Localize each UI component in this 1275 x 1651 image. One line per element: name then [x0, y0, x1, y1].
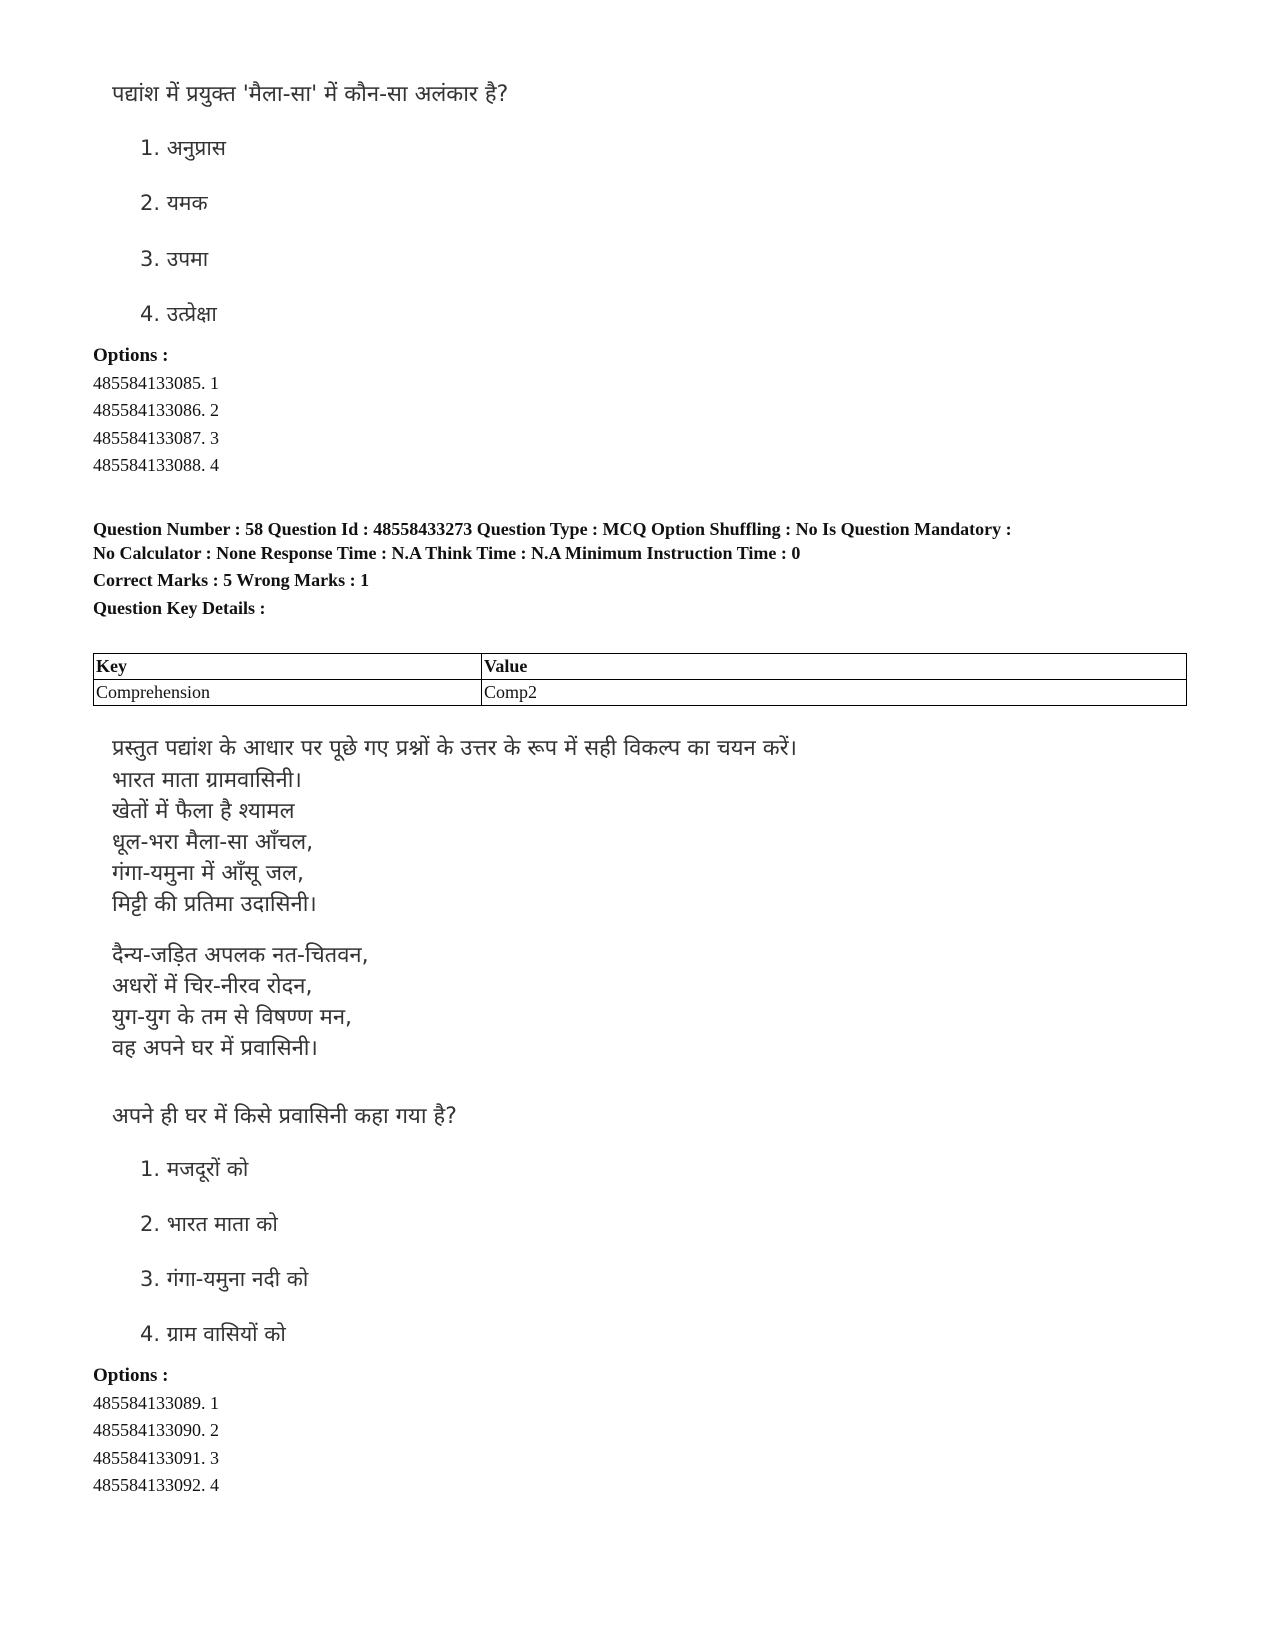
poem-stanza-2	[112, 940, 369, 1064]
question-58-option-id-2: 485584133090. 2	[93, 1420, 219, 1440]
question-58-option-id-4: 485584133092. 4	[93, 1475, 219, 1495]
question-57-choice-4: 4. उत्प्रेक्षा	[140, 302, 217, 326]
question-58-option-id-1: 485584133089. 1	[93, 1393, 219, 1413]
question-58-choice-2: 2. भारत माता को	[140, 1212, 278, 1236]
question-57-option-id-2: 485584133086. 2	[93, 400, 219, 420]
question-57-choice-3: 3. उपमा	[140, 247, 209, 271]
question-58-choice-1: 1. मजदूरों को	[140, 1157, 249, 1181]
question-57-option-id-3: 485584133087. 3	[93, 428, 219, 448]
poem-line: धूल-भरा मैला-सा आँचल,	[112, 830, 314, 855]
question-58-meta-line-2: No Calculator : None Response Time : N.A Think Time : N.A Minimum Instruction Time : 0	[93, 543, 801, 563]
question-58-key-details-label: Question Key Details :	[93, 598, 266, 618]
table-cell-key: Comprehension	[94, 680, 482, 706]
question-58-marks: Correct Marks : 5 Wrong Marks : 1	[93, 570, 370, 590]
table-cell-value: Comp2	[482, 680, 1187, 706]
question-58-options-label: Options :	[93, 1365, 169, 1386]
table-header-key: Key	[94, 654, 482, 680]
table-header-value: Value	[482, 654, 1187, 680]
poem-line: भारत माता ग्रामवासिनी।	[112, 768, 302, 793]
question-57-option-id-1: 485584133085. 1	[93, 373, 219, 393]
table-row	[94, 680, 1187, 706]
poem-line: गंगा-यमुना में आँसू जल,	[112, 861, 304, 886]
question-57-text: पद्यांश में प्रयुक्त 'मैला-सा' में कौन-सा अलंकार है?	[112, 82, 509, 107]
poem-line: युग-युग के तम से विषण्ण मन,	[112, 1005, 353, 1030]
question-58-text: अपने ही घर में किसे प्रवासिनी कहा गया है?	[112, 1104, 457, 1129]
table-header-row	[94, 654, 1187, 680]
poem-line: दैन्य-जड़ित अपलक नत-चितवन,	[112, 943, 369, 968]
question-58-choice-3: 3. गंगा-यमुना नदी को	[140, 1267, 309, 1291]
question-57-options-label: Options :	[93, 345, 169, 366]
poem-line: वह अपने घर में प्रवासिनी।	[112, 1036, 318, 1061]
question-57-choice-1: 1. अनुप्रास	[140, 136, 226, 160]
question-58-metadata	[93, 517, 1213, 565]
passage-instruction: प्रस्तुत पद्यांश के आधार पर पूछे गए प्रश्नों के उत्तर के रूप में सही विकल्प का चयन करें।	[112, 736, 797, 761]
poem-line: खेतों में फैला है श्यामल	[112, 799, 295, 824]
question-58-choice-4: 4. ग्राम वासियों को	[140, 1322, 286, 1346]
question-key-details-table	[93, 653, 1187, 706]
poem-line: मिट्टी की प्रतिमा उदासिनी।	[112, 892, 317, 917]
poem-stanza-1	[112, 765, 317, 920]
question-57-option-id-4: 485584133088. 4	[93, 455, 219, 475]
question-58-meta-line-1: Question Number : 58 Question Id : 48558433273 Question Type : MCQ Option Shuffling : No Is Question Mandatory :	[93, 519, 1012, 539]
question-57-choice-2: 2. यमक	[140, 191, 208, 215]
question-58-option-id-3: 485584133091. 3	[93, 1448, 219, 1468]
poem-line: अधरों में चिर-नीरव रोदन,	[112, 974, 313, 999]
